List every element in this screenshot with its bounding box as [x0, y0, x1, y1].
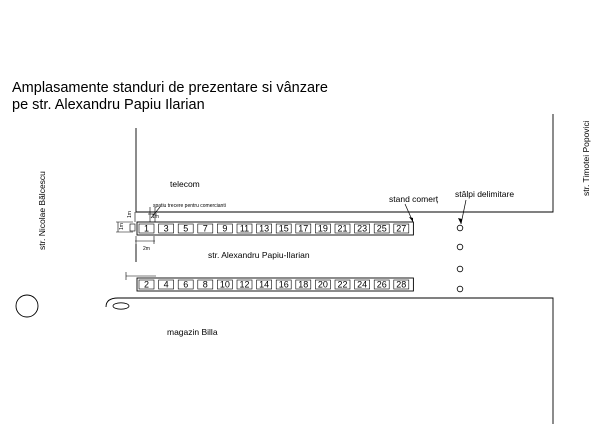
spatiu-trecere-label: spatiu trecere pentru comercianti	[153, 203, 226, 209]
roundabout-circle	[16, 295, 38, 317]
stand-number: 3	[163, 223, 169, 234]
delimitation-pole	[457, 266, 463, 272]
stand-number: 28	[396, 279, 407, 290]
stand-number: 20	[317, 279, 328, 290]
stalpi-delimitare-label: stâlpi delimitare	[455, 189, 515, 199]
stand-number: 24	[357, 279, 368, 290]
magazin-billa-label: magazin Billa	[167, 327, 218, 337]
dim-depth-label: 1m	[119, 223, 125, 230]
delimitation-pole	[457, 244, 463, 250]
dim-width-label: 2m	[143, 246, 150, 252]
stand-row-bottom	[137, 278, 413, 291]
stand-row-start-marker	[130, 224, 135, 231]
delimitation-poles	[457, 225, 463, 292]
stand-number: 14	[259, 279, 270, 290]
stand-number: 23	[357, 223, 368, 234]
delimitation-pole	[457, 286, 463, 292]
telecom-label: telecom	[170, 179, 200, 189]
stand-number: 9	[222, 223, 228, 234]
dim-gap-label: 1m	[152, 214, 159, 220]
stand-number: 15	[278, 223, 289, 234]
stand-number: 12	[239, 279, 250, 290]
stand-number: 22	[337, 279, 348, 290]
stand-number: 26	[376, 279, 387, 290]
tree-marker-ellipse	[113, 303, 129, 309]
stand-number: 27	[396, 223, 407, 234]
stand-number: 7	[202, 223, 208, 234]
stand-number: 1	[143, 223, 150, 234]
lower-curb-line	[106, 298, 553, 424]
dim-offset-label: 1m	[127, 211, 133, 218]
stand-number: 8	[202, 279, 208, 290]
street-name-papiu: str. Alexandru Papiu-Ilarian	[208, 250, 310, 260]
stand-number: 16	[278, 279, 289, 290]
street-name-popovici: str. Timotei Popovici	[581, 120, 591, 196]
plan-title-line-1: Amplasamente standuri de prezentare si vânzare	[12, 80, 328, 96]
stand-number: 6	[183, 279, 189, 290]
stand-number: 13	[259, 223, 270, 234]
stand-number: 11	[239, 223, 250, 234]
stand-number: 4	[163, 279, 169, 290]
delimitation-pole	[457, 225, 463, 231]
stand-number: 5	[183, 223, 189, 234]
stand-number: 17	[298, 223, 309, 234]
stand-number: 10	[219, 279, 230, 290]
stand-number: 18	[298, 279, 309, 290]
plan-title-line-2: pe str. Alexandru Papiu Ilarian	[12, 97, 205, 113]
stand-row-top	[137, 222, 413, 235]
street-name-balcescu: str. Nicolae Bălcescu	[37, 171, 47, 250]
stand-comert-label: stand comerț	[389, 194, 439, 204]
stand-number: 2	[143, 279, 150, 290]
stand-number: 21	[337, 223, 348, 234]
street-outlines	[106, 114, 553, 424]
stand-number: 19	[317, 223, 328, 234]
stand-number: 25	[376, 223, 387, 234]
